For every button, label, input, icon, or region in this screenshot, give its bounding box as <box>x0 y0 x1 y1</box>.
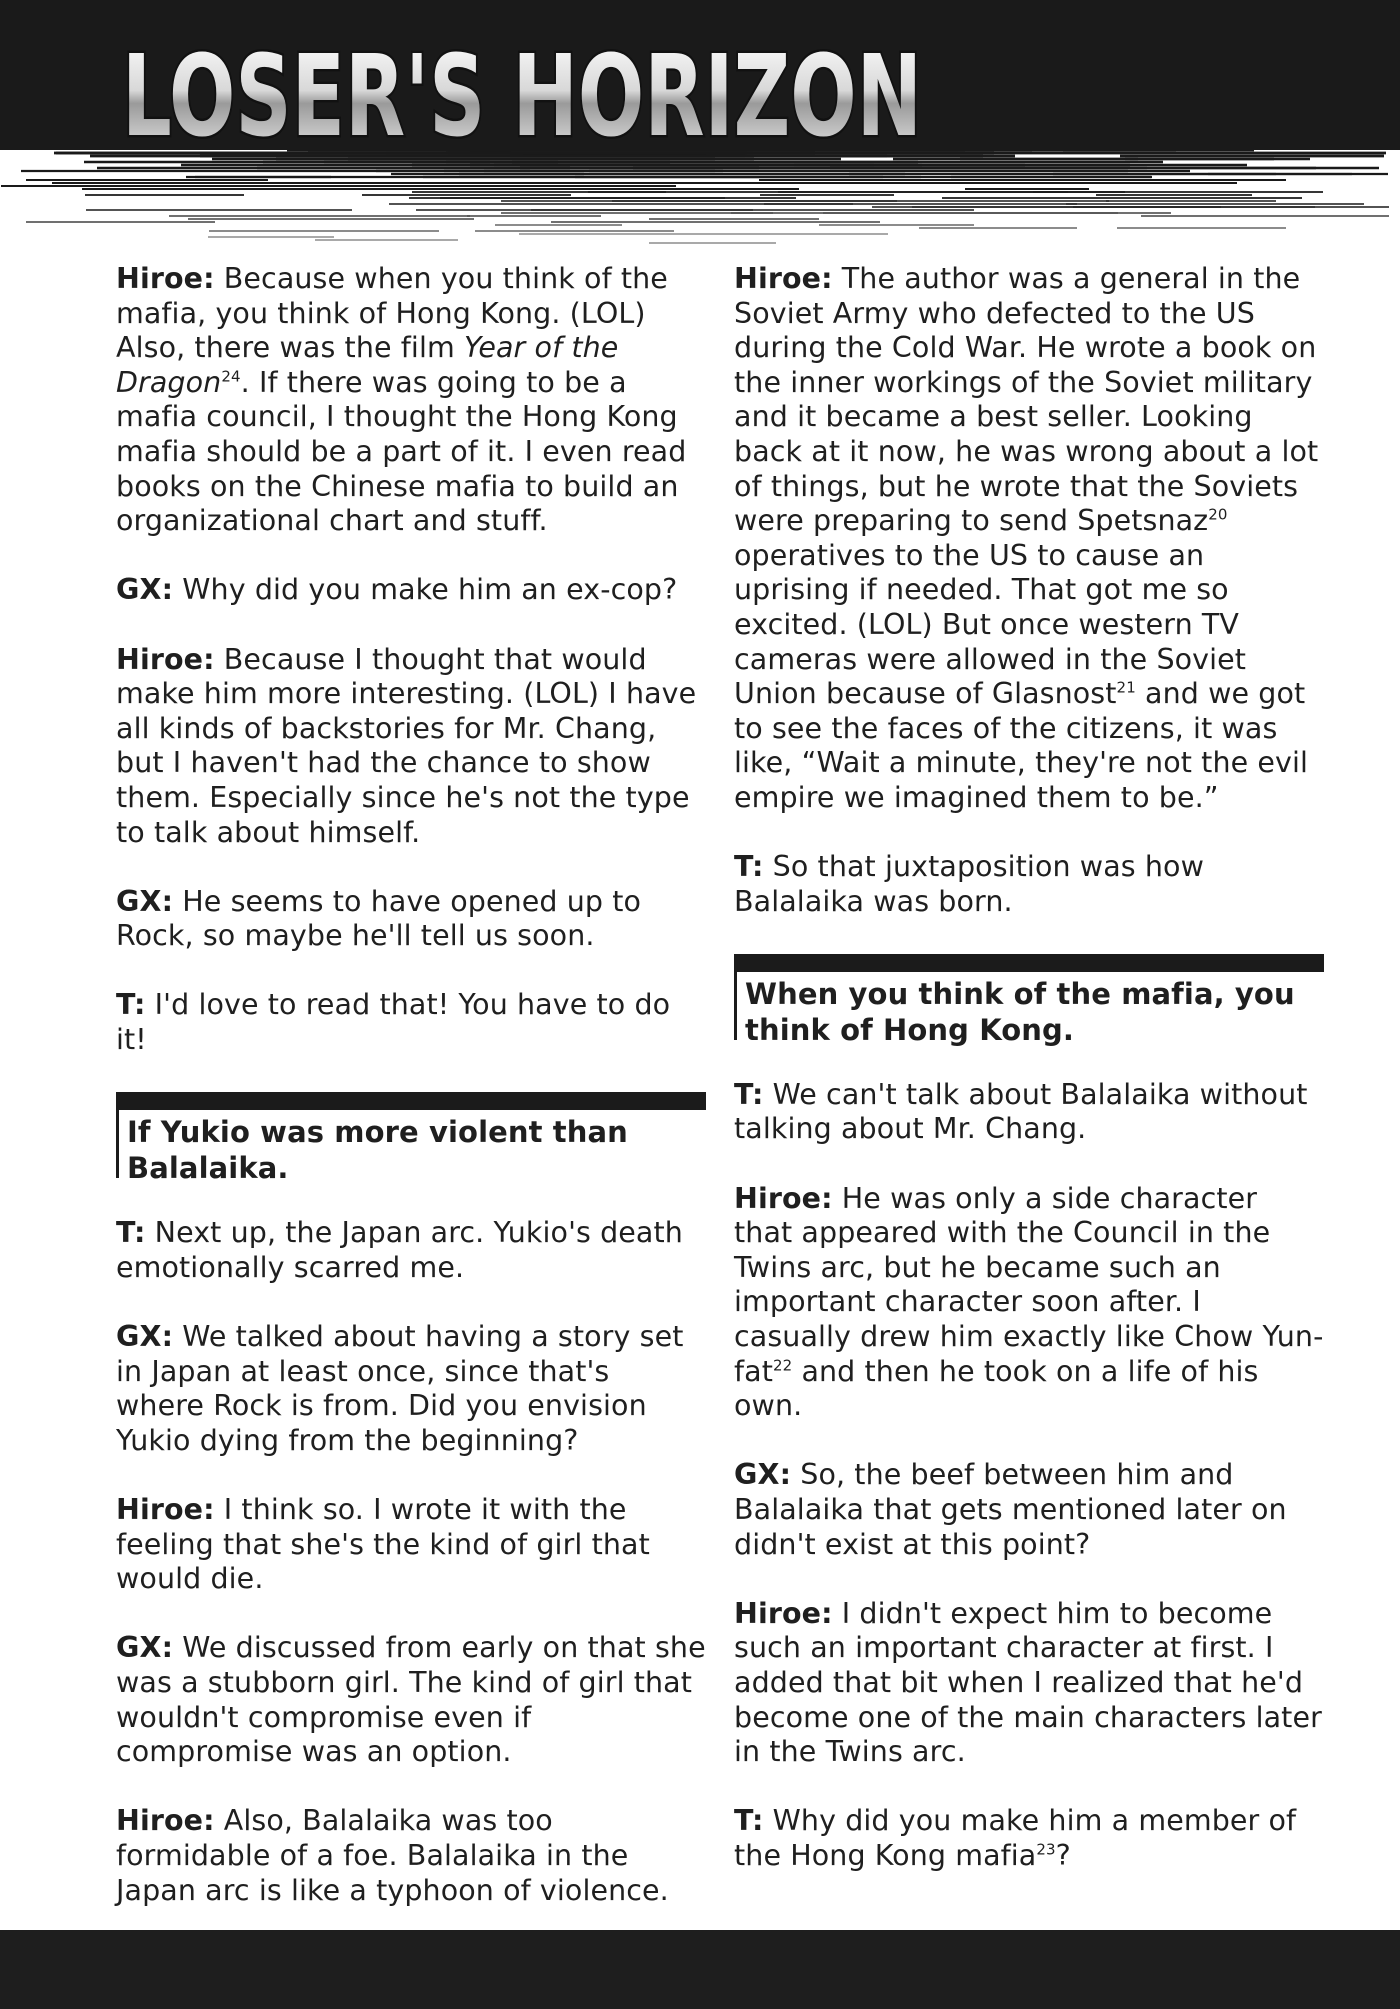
paragraph: Hiroe: I think so. I wrote it with the feeling that she's the kind of girl that would die. <box>116 1493 650 1596</box>
paragraph: GX: So, the beef between him and Balalaika that gets mentioned later on didn't exist at this point? <box>734 1458 1287 1561</box>
section-heading <box>116 1092 706 1186</box>
section-bar <box>734 954 1324 972</box>
paragraph: Hiroe: The author was a general in the Soviet Army who defected to the US during the Cold War. He wrote a book on the inner workings of the Soviet military and it became a best seller. Looking back at it now, he was wrong about a lot of things, but he wrote that the Soviets were preparing to send Spetsnaz$^{20}$ operatives to the US to cause an uprising if needed. That got me so excited. (LOL) But once western TV cameras were allowed in the Soviet Union because of Glasnost$^{21}$ and we got to see the faces of the citizens, it was like, “Wait a minute, they're not the evil empire we imagined them to be.” <box>734 262 1319 814</box>
right-column <box>734 262 1324 1908</box>
section-title: When you think of the mafia, you think of Hong Kong. <box>745 976 1295 1047</box>
section-title: If Yukio was more violent than Balalaika. <box>127 1115 628 1186</box>
paragraph: T: We can't talk about Balalaika without talking about Mr. Chang. <box>734 1077 1308 1146</box>
paragraph: GX: He seems to have opened up to Rock, so maybe he'll tell us soon. <box>116 884 642 953</box>
paragraph: T: I'd love to read that! You have to do it! <box>116 988 671 1057</box>
header-banner <box>0 0 1400 250</box>
paragraph: Hiroe: He was only a side character that appeared with the Council in the Twins arc, but he became such an important character soon after. I casually drew him exactly like Chow Yun-fat$^{22}$ and then he took on a life of his own. <box>734 1181 1324 1423</box>
paragraph: Hiroe: Because I thought that would make him more interesting. (LOL) I have all kinds of backstories for Mr. Chang, but I haven't had the chance to show them. Especially since he's not the type to talk about himself. <box>116 642 697 849</box>
paragraph: GX: We talked about having a story set in Japan at least once, since that's where Rock is from. Did you envision Yukio dying from the beginning? <box>116 1320 684 1457</box>
footer-bar <box>0 1930 1400 2009</box>
paragraph: T: So that juxtaposition was how Balalaika was born. <box>734 850 1205 918</box>
section-rule <box>734 954 737 1040</box>
section-bar <box>116 1092 706 1110</box>
paragraph: T: Why did you make him a member of the Hong Kong mafia$^{23}$? <box>734 1804 1297 1872</box>
paragraph: T: Next up, the Japan arc. Yukio's death emotionally scarred me. <box>116 1216 683 1284</box>
paragraph: Hiroe: Because when you think of the mafia, you think of Hong Kong. (LOL) Also, there was the film Year of the Dragon$^{24}$. If there was going to be a mafia council, I thought the Hong Kong mafia should be a part of it. I even read books on the Chinese mafia to build an organizational chart and stuff. <box>116 262 687 538</box>
left-column <box>116 262 706 1943</box>
paragraph: Hiroe: Also, Balalaika was too formidable of a foe. Balalaika in the Japan arc is like a typhoon of violence. <box>116 1804 669 1907</box>
paragraph: GX: We discussed from early on that she was a stubborn girl. The kind of girl that wouldn't compromise even if compromise was an option. <box>116 1631 706 1769</box>
paragraph: GX: Why did you make him an ex-cop? <box>116 573 678 607</box>
paragraph: Hiroe: I didn't expect him to become such an important character at first. I added that bit when I realized that he'd become one of the main characters later in the Twins arc. <box>734 1596 1322 1769</box>
page-title: LOSER'S HORIZON <box>122 32 922 162</box>
section-rule <box>116 1092 119 1178</box>
section-heading <box>734 954 1324 1048</box>
